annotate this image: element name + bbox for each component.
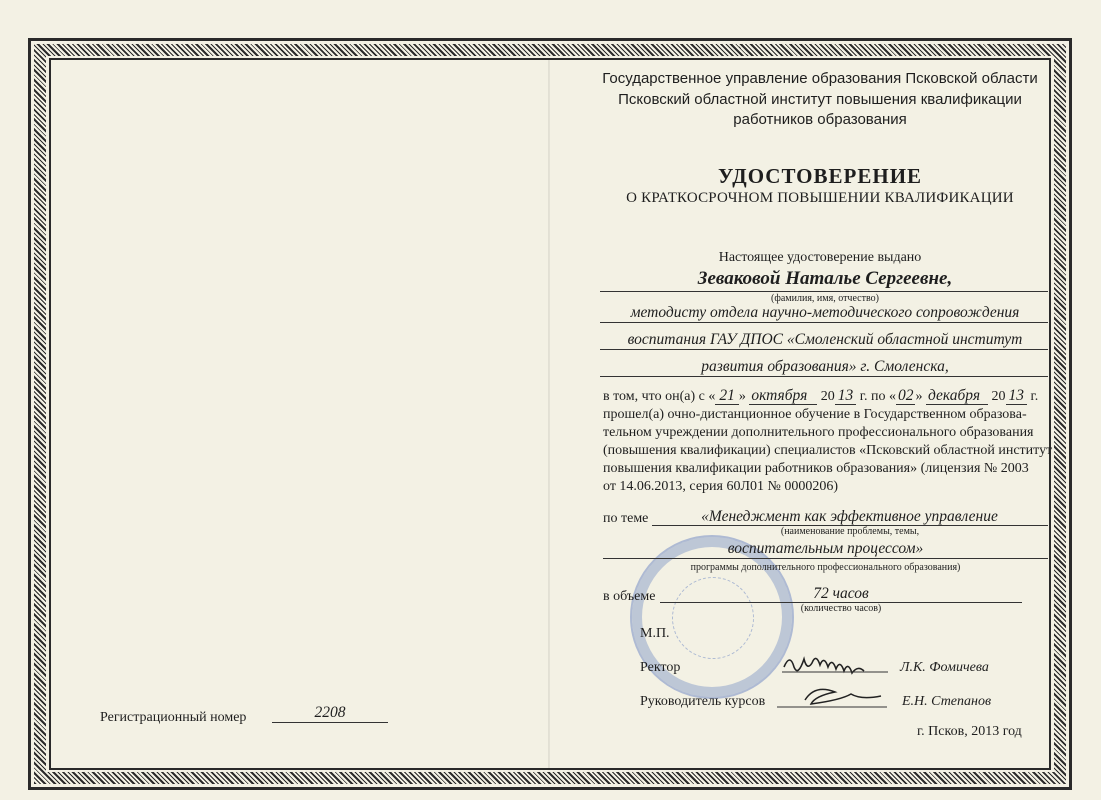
course-head-label: Руководитель курсов bbox=[640, 694, 766, 709]
volume-caption: (количество часов) bbox=[800, 603, 882, 614]
certificate-subtitle: О КРАТКОСРОЧНОМ ПОВЫШЕНИИ КВАЛИФИКАЦИИ bbox=[626, 190, 1014, 206]
position-line-1: методисту отдела научно-методического сопровождения bbox=[630, 304, 1020, 321]
recipient-name: Зеваковой Наталье Сергеевне, bbox=[697, 268, 953, 289]
topic-label: по теме bbox=[603, 511, 649, 526]
rector-signature bbox=[780, 645, 900, 677]
body-line-2: тельном учреждении дополнительного профессионального образования bbox=[603, 425, 1034, 440]
position-underline-3 bbox=[600, 376, 1048, 377]
page-fold bbox=[548, 60, 550, 768]
body-line-5: от 14.06.2013, серия 60Л01 № 0000206) bbox=[603, 479, 838, 494]
registration-number: 2208 bbox=[314, 704, 346, 721]
body-line-4: повышения квалификации работников образования» (лицензия № 2003 bbox=[603, 461, 1029, 476]
volume-label: в объеме bbox=[603, 589, 656, 604]
registration-underline bbox=[272, 722, 388, 723]
header-line-1: Государственное управление образования Псковской области bbox=[602, 70, 1038, 87]
body-line-1: прошел(а) очно-дистанционное обучение в Государственном образова- bbox=[603, 407, 1027, 422]
position-underline-2 bbox=[600, 349, 1048, 350]
place-year: г. Псков, 2013 год bbox=[917, 724, 1022, 739]
header-line-3: работников образования bbox=[733, 111, 907, 128]
start-quote: » bbox=[738, 389, 746, 404]
end-quote: » bbox=[915, 389, 923, 404]
rector-label: Ректор bbox=[640, 660, 681, 675]
year-prefix-1: 20 bbox=[820, 389, 835, 404]
header-line-2: Псковский областной институт повышения квалификации bbox=[618, 91, 1022, 108]
registration-label: Регистрационный номер bbox=[100, 710, 247, 725]
issued-label: Настоящее удостоверение выдано bbox=[718, 250, 922, 265]
topic-caption-1: (наименование проблемы, темы, bbox=[780, 526, 920, 537]
position-line-2: воспитания ГАУ ДПОС «Смоленский областной институт bbox=[627, 331, 1023, 348]
name-underline bbox=[600, 291, 1048, 292]
topic-underline-2 bbox=[603, 558, 1048, 559]
rector-name: Л.К. Фомичева bbox=[900, 660, 989, 675]
volume-value: 72 часов bbox=[813, 585, 869, 602]
start-year: 13 bbox=[835, 387, 857, 405]
start-month: октября bbox=[749, 387, 817, 405]
year-prefix-2: 20 bbox=[991, 389, 1006, 404]
end-day: 02 bbox=[897, 387, 914, 404]
start-day: 21 bbox=[715, 387, 739, 405]
end-month: декабря bbox=[926, 387, 988, 405]
name-caption: (фамилия, имя, отчество) bbox=[771, 293, 879, 304]
dates-line bbox=[603, 387, 1038, 405]
course-head-signature bbox=[775, 680, 895, 712]
position-underline-1 bbox=[600, 322, 1048, 323]
dates-suffix: г. bbox=[1030, 389, 1039, 404]
end-year: 13 bbox=[1006, 387, 1028, 405]
topic-line-1: «Менеджмент как эффективное управление bbox=[701, 508, 998, 525]
mp-label: М.П. bbox=[640, 626, 670, 641]
certificate-title: УДОСТОВЕРЕНИЕ bbox=[717, 164, 923, 188]
position-line-3: развития образования» г. Смоленска, bbox=[701, 358, 949, 375]
dates-to: г. по « bbox=[859, 389, 896, 404]
body-line-3: (повышения квалификации) специалистов «Псковский областной институт bbox=[603, 443, 1053, 458]
dates-prefix: в том, что он(а) с « bbox=[603, 389, 716, 404]
course-head-name: Е.Н. Степанов bbox=[902, 694, 992, 709]
topic-line-2: воспитательным процессом» bbox=[727, 540, 924, 557]
topic-caption-2: программы дополнительного профессионального образования) bbox=[690, 562, 961, 573]
